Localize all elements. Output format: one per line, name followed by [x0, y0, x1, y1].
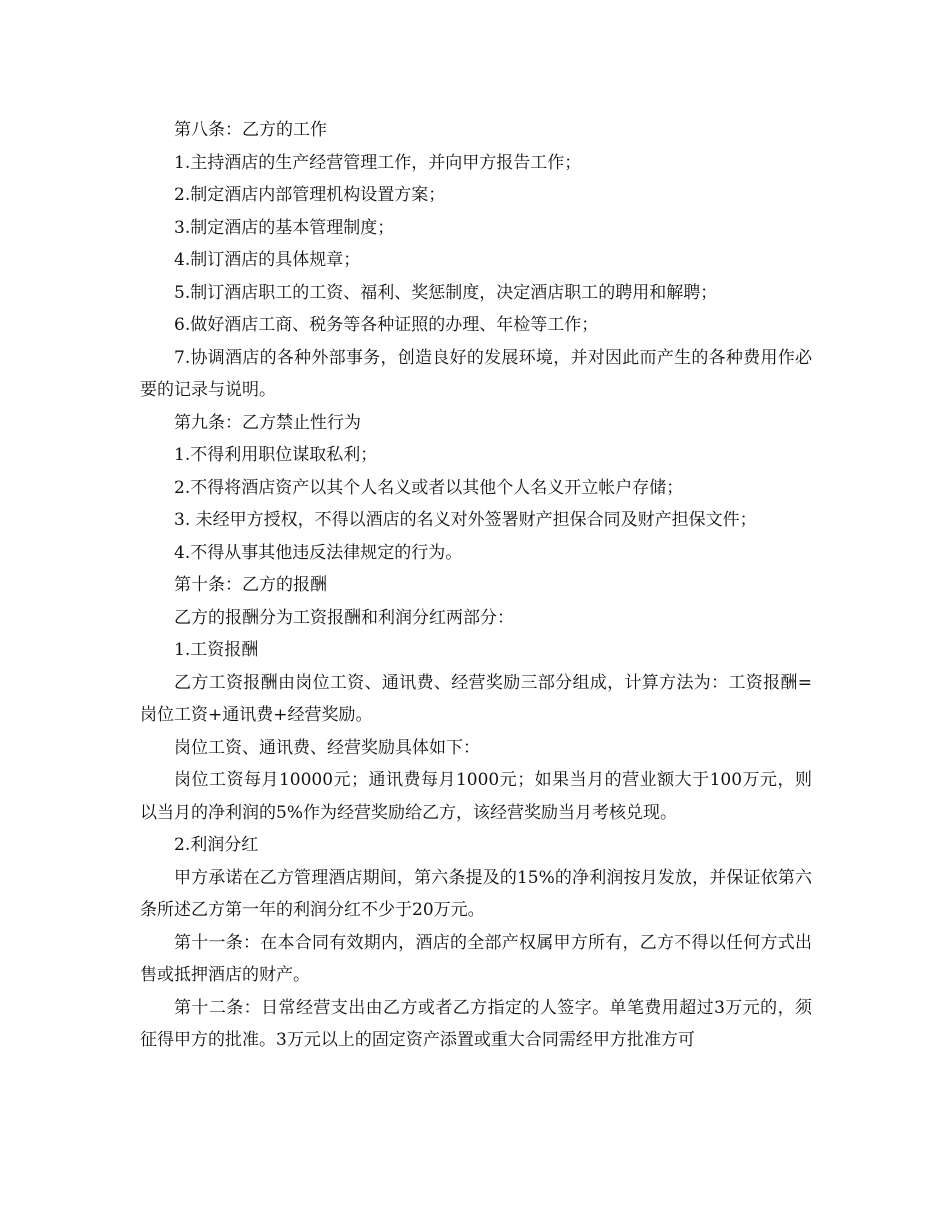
paragraph: 岗位工资、通讯费、经营奖励具体如下： — [174, 737, 480, 758]
list-item: 4.制订酒店的具体规章； — [174, 250, 361, 270]
subsection-heading: 1.工资报酬 — [174, 640, 259, 660]
list-item: 3. 未经甲方授权，不得以酒店的名义对外签署财产担保合同及财产担保文件； — [174, 510, 757, 530]
paragraph: 乙方的报酬分为工资报酬和利润分红两部分： — [174, 607, 514, 628]
list-item: 3.制定酒店的基本管理制度； — [174, 217, 395, 238]
list-item: 2.不得将酒店资产以其个人名义或者以其他个人名义开立帐户存储； — [174, 477, 684, 498]
list-item: 2.制定酒店内部管理机构设置方案； — [174, 185, 446, 205]
article-10-heading: 第十条：乙方的报酬 — [174, 575, 327, 595]
article-11-paragraph: 第十一条：在本合同有效期内，酒店的全部产权属甲方所有，乙方不得以任何方式出售或抵押酒店的财产。 — [140, 932, 812, 985]
paragraph: 乙方工资报酬由岗位工资、通讯费、经营奖励三部分组成，计算方法为：工资报酬=岗位工资+通讯费+经营奖励。 — [140, 672, 812, 725]
list-item: 7.协调酒店的各种外部事务，创造良好的发展环境，并对因此而产生的各种费用作必要的记录与说明。 — [140, 347, 812, 400]
list-item: 6.做好酒店工商、税务等各种证照的办理、年检等工作； — [174, 315, 599, 335]
paragraph: 岗位工资每月10000元；通讯费每月1000元；如果当月的营业额大于100万元，则以当月的净利润的5%作为经营奖励给乙方，该经营奖励当月考核兑现。 — [140, 770, 812, 823]
article-9-heading: 第九条：乙方禁止性行为 — [174, 412, 361, 433]
document-body — [140, 114, 812, 1057]
article-12-paragraph: 第十二条：日常经营支出由乙方或者乙方指定的人签字。单笔费用超过3万元的，须征得甲方的批准。3万元以上的固定资产添置或重大合同需经甲方批准方可 — [140, 997, 812, 1050]
list-item: 1.不得利用职位谋取私利； — [174, 445, 378, 465]
list-item: 4.不得从事其他违反法律规定的行为。 — [174, 542, 463, 563]
paragraph: 甲方承诺在乙方管理酒店期间，第六条提及的15%的净利润按月发放，并保证依第六条所述乙方第一年的利润分红不少于20万元。 — [140, 867, 812, 920]
list-item: 5.制订酒店职工的工资、福利、奖惩制度，决定酒店职工的聘用和解聘； — [174, 282, 718, 303]
article-8-heading: 第八条：乙方的工作 — [174, 120, 327, 140]
subsection-heading: 2.利润分红 — [174, 835, 259, 855]
list-item: 1.主持酒店的生产经营管理工作，并向甲方报告工作； — [174, 152, 582, 173]
